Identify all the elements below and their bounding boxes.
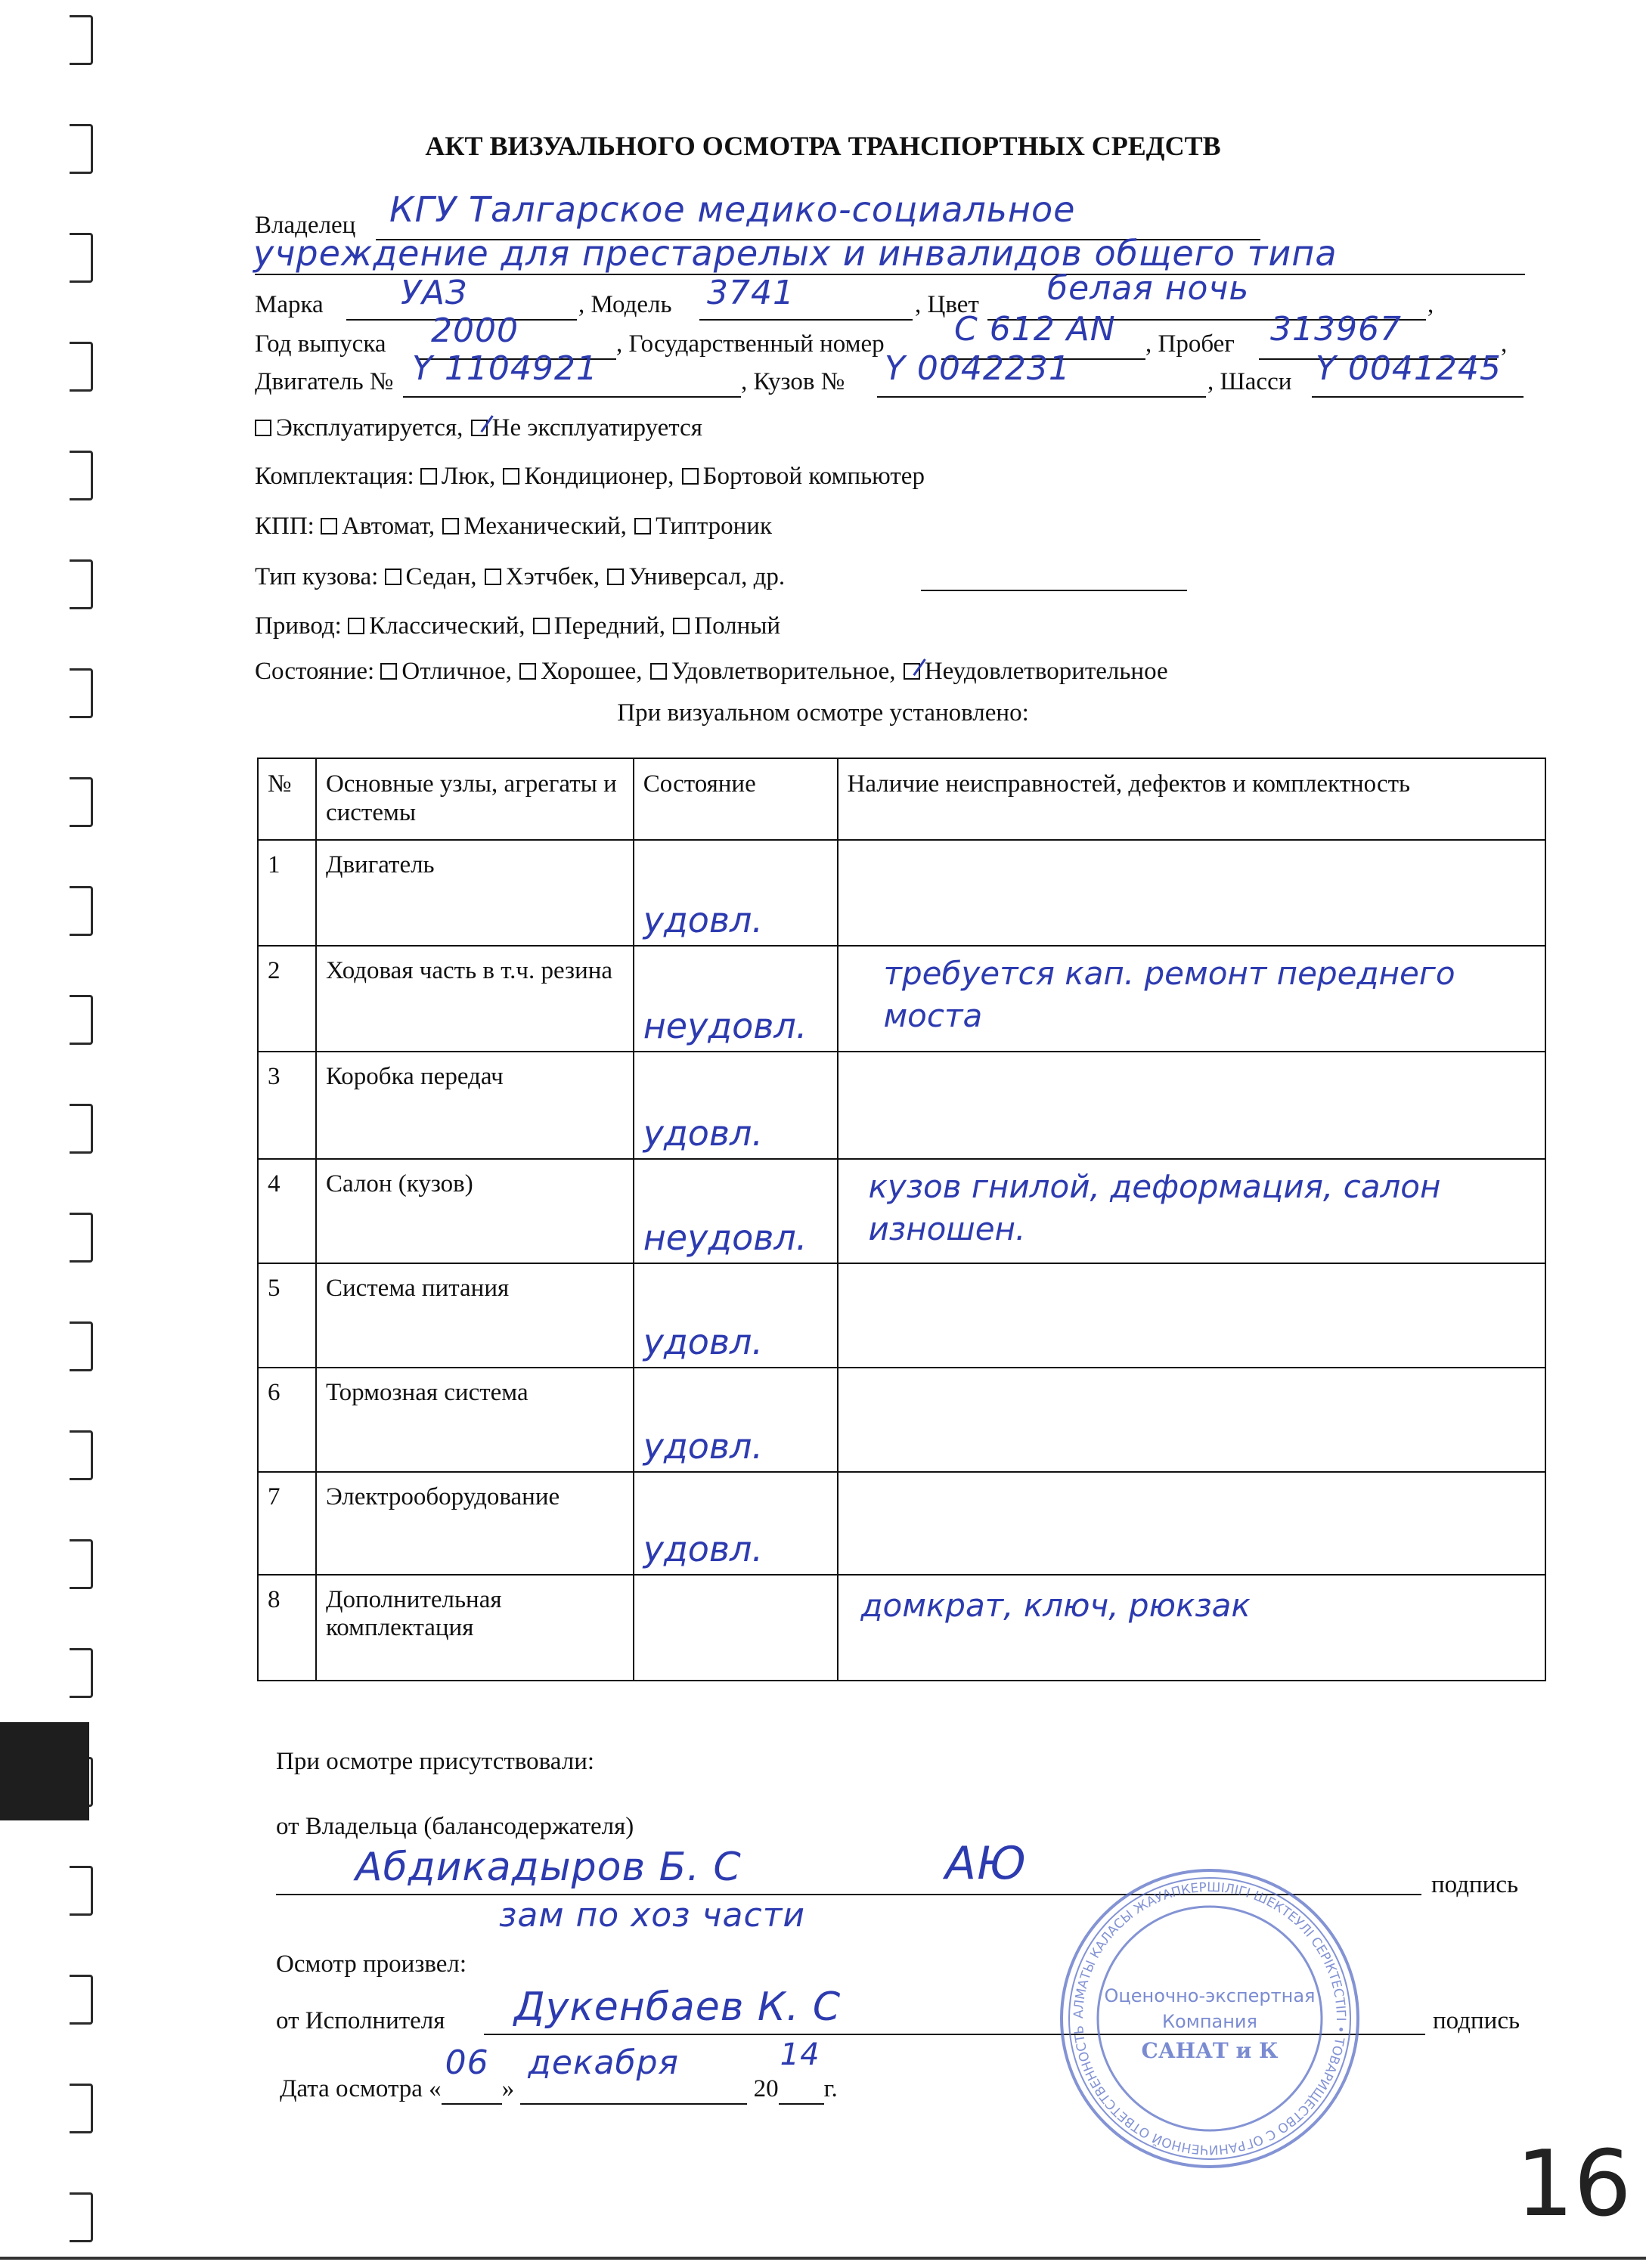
executor-label: от Исполнителя xyxy=(276,2007,445,2034)
row-state-cell xyxy=(634,1575,838,1681)
color-label: , Цвет xyxy=(915,291,979,318)
col-header-unit: Основные узлы, агрегаты и системы xyxy=(316,758,634,840)
col-header-defects: Наличие неисправностей, дефектов и комплектность xyxy=(838,758,1546,840)
row-num: 6 xyxy=(258,1368,316,1472)
table-row xyxy=(258,1472,1545,1575)
gearbox-row: КПП: Автомат, Механический, Типтроник xyxy=(255,513,772,540)
drive-row: Привод: Классический, Передний, Полный xyxy=(255,612,781,640)
table-caption: При визуальном осмотре установлено: xyxy=(617,699,1029,727)
row-state: удовл. xyxy=(643,1321,764,1362)
comma: , xyxy=(1501,330,1508,358)
page-number: 16 xyxy=(1516,2132,1632,2237)
table-row xyxy=(258,840,1545,946)
punch-hole xyxy=(70,886,93,936)
bodytype-row: Тип кузова: Седан, Хэтчбек, Универсал, др. xyxy=(255,563,786,590)
row-num: 2 xyxy=(258,946,316,1052)
row-unit: Салон (кузов) xyxy=(316,1159,634,1263)
excellent-checkbox[interactable] xyxy=(380,663,397,680)
automatic-checkbox[interactable] xyxy=(321,518,337,534)
plate-label: , Государственный номер xyxy=(616,330,885,358)
fwd-checkbox[interactable] xyxy=(533,618,550,634)
signature-label: подпись xyxy=(1433,2007,1520,2034)
good-checkbox[interactable] xyxy=(519,663,536,680)
awd-checkbox[interactable] xyxy=(673,618,690,634)
owner-signature: АЮ xyxy=(945,1837,1027,1890)
row-state-cell xyxy=(634,946,838,1052)
col-header-num: № xyxy=(258,758,316,840)
table-row xyxy=(258,1052,1545,1159)
body-underline xyxy=(877,396,1206,398)
owner-value-line1: КГУ Талгарское медико-социальное xyxy=(389,189,1076,230)
owner-rep-label: от Владельца (балансодержателя) xyxy=(276,1813,634,1840)
brand-label: Марка xyxy=(255,291,324,318)
owner-signer-name: Абдикадыров Б. С xyxy=(355,1845,742,1890)
row-state: неудовл. xyxy=(643,1005,808,1046)
document-title: АКТ ВИЗУАЛЬНОГО ОСМОТРА ТРАНСПОРТНЫХ СРЕДСТВ xyxy=(425,131,1221,161)
inspection-table xyxy=(257,758,1546,1681)
punch-hole xyxy=(70,777,93,827)
row-state-cell xyxy=(634,1368,838,1472)
row-defects: домкрат, ключ, рюкзак xyxy=(860,1587,1251,1624)
wagon-checkbox[interactable] xyxy=(607,569,624,585)
row-state: удовл. xyxy=(643,1426,764,1467)
row-state-cell xyxy=(634,1263,838,1368)
punch-hole xyxy=(70,15,93,65)
punch-hole xyxy=(70,1321,93,1371)
row-unit: Тормозная система xyxy=(316,1368,634,1472)
satisfactory-checkbox[interactable] xyxy=(650,663,667,680)
punch-hole xyxy=(70,995,93,1045)
inspection-date: Дата осмотра « 06 » декабря 20 14 г. xyxy=(280,2075,838,2105)
hatchback-checkbox[interactable] xyxy=(485,569,501,585)
body-number-label: , Кузов № xyxy=(741,368,845,395)
chassis-label: , Шасси xyxy=(1207,368,1292,395)
table-row xyxy=(258,1159,1545,1263)
row-state-cell xyxy=(634,1159,838,1263)
engine-underline xyxy=(403,396,741,398)
punch-hole xyxy=(70,1539,93,1589)
row-state: удовл. xyxy=(643,1529,764,1569)
stamp-center-line2: Компания xyxy=(1162,2011,1257,2032)
body-value: Y 0042231 xyxy=(885,349,1071,388)
stamp-company-name: САНАТ и К xyxy=(1141,2038,1279,2063)
operation-row: Эксплуатируется, Не эксплуатируется xyxy=(255,414,704,442)
row-unit: Коробка передач xyxy=(316,1052,634,1159)
row-defects: кузов гнилой, деформация, салон изношен. xyxy=(868,1168,1441,1247)
equipment-row: Комплектация: Люк, Кондиционер, Бортовой компьютер xyxy=(255,463,925,490)
executor-signer-name: Дукенбаев К. С xyxy=(514,1984,842,2030)
row-defects-cell xyxy=(838,1263,1546,1368)
date-day: 06 xyxy=(445,2043,489,2082)
date-year: 14 xyxy=(780,2037,820,2072)
engine-value: Y 1104921 xyxy=(412,349,598,388)
company-stamp xyxy=(1059,1867,1361,2170)
punch-hole xyxy=(70,2192,93,2242)
row-num: 5 xyxy=(258,1263,316,1368)
row-unit: Дополнительная комплектация xyxy=(316,1575,634,1681)
punch-hole xyxy=(70,1430,93,1480)
stamp-ring-text: АЛМАТЫ КАЛАСЫ ЖАУАПКЕРШІЛІГІ ШЕКТЕУЛІ СЕРІКТЕСТІГІ • ТОВАРИЩЕСТВО С ОГРАНИЧЕННОЙ ОТВЕТСТВЕННОСТЬ xyxy=(1071,1879,1349,2158)
table-row xyxy=(258,1368,1545,1472)
table-row xyxy=(258,1263,1545,1368)
row-state-cell xyxy=(634,840,838,946)
sedan-checkbox[interactable] xyxy=(385,569,401,585)
row-num: 1 xyxy=(258,840,316,946)
row-defects-cell xyxy=(838,1368,1546,1472)
scan-edge-shadow xyxy=(0,1722,89,1820)
row-defects-cell xyxy=(838,946,1546,1052)
table-row xyxy=(258,946,1545,1052)
table-row xyxy=(258,1575,1545,1681)
row-state: удовл. xyxy=(643,900,764,940)
row-num: 4 xyxy=(258,1159,316,1263)
not-operated-checkbox[interactable] xyxy=(471,420,488,436)
row-defects-cell xyxy=(838,1575,1546,1681)
computer-checkbox[interactable] xyxy=(682,468,699,485)
sunroof-checkbox[interactable] xyxy=(420,468,437,485)
row-unit: Система питания xyxy=(316,1263,634,1368)
binder-edge xyxy=(0,0,106,2268)
mileage-value: 313967 xyxy=(1270,310,1402,349)
date-month: декабря xyxy=(528,2043,679,2082)
aircon-checkbox[interactable] xyxy=(503,468,519,485)
bodytype-other-underline xyxy=(921,590,1187,591)
row-state: неудовл. xyxy=(643,1217,808,1258)
unsatisfactory-checkbox[interactable] xyxy=(904,663,920,680)
condition-row: Состояние: Отличное, Хорошее, Удовлетворительное, Неудовлетворительное xyxy=(255,658,1168,685)
scan-bottom-edge xyxy=(0,2257,1646,2260)
punch-hole xyxy=(70,1213,93,1263)
row-unit: Электрооборудование xyxy=(316,1472,634,1575)
row-num: 3 xyxy=(258,1052,316,1159)
owner-value-line2: учреждение для престарелых и инвалидов общего типа xyxy=(253,233,1338,274)
tiptronic-checkbox[interactable] xyxy=(634,518,651,534)
operation-checkbox[interactable] xyxy=(255,420,271,436)
row-state-cell xyxy=(634,1052,838,1159)
mileage-label: , Пробег xyxy=(1145,330,1235,358)
row-defects-cell xyxy=(838,1159,1546,1263)
row-defects-cell xyxy=(838,1052,1546,1159)
punch-hole xyxy=(70,2084,93,2133)
present-label: При осмотре присутствовали: xyxy=(276,1748,595,1775)
year-label: Год выпуска xyxy=(255,330,386,358)
punch-hole xyxy=(70,1975,93,2025)
row-state: удовл. xyxy=(643,1113,764,1154)
manual-checkbox[interactable] xyxy=(442,518,459,534)
table-header-row xyxy=(258,758,1545,840)
punch-hole xyxy=(70,1648,93,1698)
plate-value: C 612 AN xyxy=(954,310,1116,349)
row-num: 8 xyxy=(258,1575,316,1681)
row-defects: требуется кап. ремонт переднего моста xyxy=(883,955,1455,1034)
owner-signer-role: зам по хоз части xyxy=(499,1896,805,1935)
inspector-label: Осмотр произвел: xyxy=(276,1950,467,1978)
row-defects-cell xyxy=(838,840,1546,946)
brand-value: УАЗ xyxy=(401,274,468,312)
chassis-value: Y 0041245 xyxy=(1316,349,1502,388)
punch-hole xyxy=(70,451,93,500)
row-num: 7 xyxy=(258,1472,316,1575)
year-value: 2000 xyxy=(431,311,519,350)
punch-hole xyxy=(70,559,93,609)
engine-label: Двигатель № xyxy=(255,368,394,395)
comma: , xyxy=(1427,291,1434,318)
chassis-underline xyxy=(1312,396,1524,398)
punch-hole xyxy=(70,1866,93,1916)
signature-label: подпись xyxy=(1431,1871,1519,1898)
punch-hole xyxy=(70,233,93,283)
row-defects-cell xyxy=(838,1472,1546,1575)
color-value: белая ночь xyxy=(1047,269,1250,308)
row-unit: Ходовая часть в т.ч. резина xyxy=(316,946,634,1052)
punch-hole xyxy=(70,1104,93,1154)
punch-hole xyxy=(70,342,93,392)
col-header-state: Состояние xyxy=(634,758,838,840)
owner-label: Владелец xyxy=(255,212,356,239)
model-label: , Модель xyxy=(578,291,672,318)
row-unit: Двигатель xyxy=(316,840,634,946)
rwd-checkbox[interactable] xyxy=(348,618,364,634)
model-underline xyxy=(699,319,913,321)
stamp-center-line1: Оценочно-экспертная xyxy=(1104,1985,1316,2006)
model-value: 3741 xyxy=(707,274,795,312)
row-state-cell xyxy=(634,1472,838,1575)
